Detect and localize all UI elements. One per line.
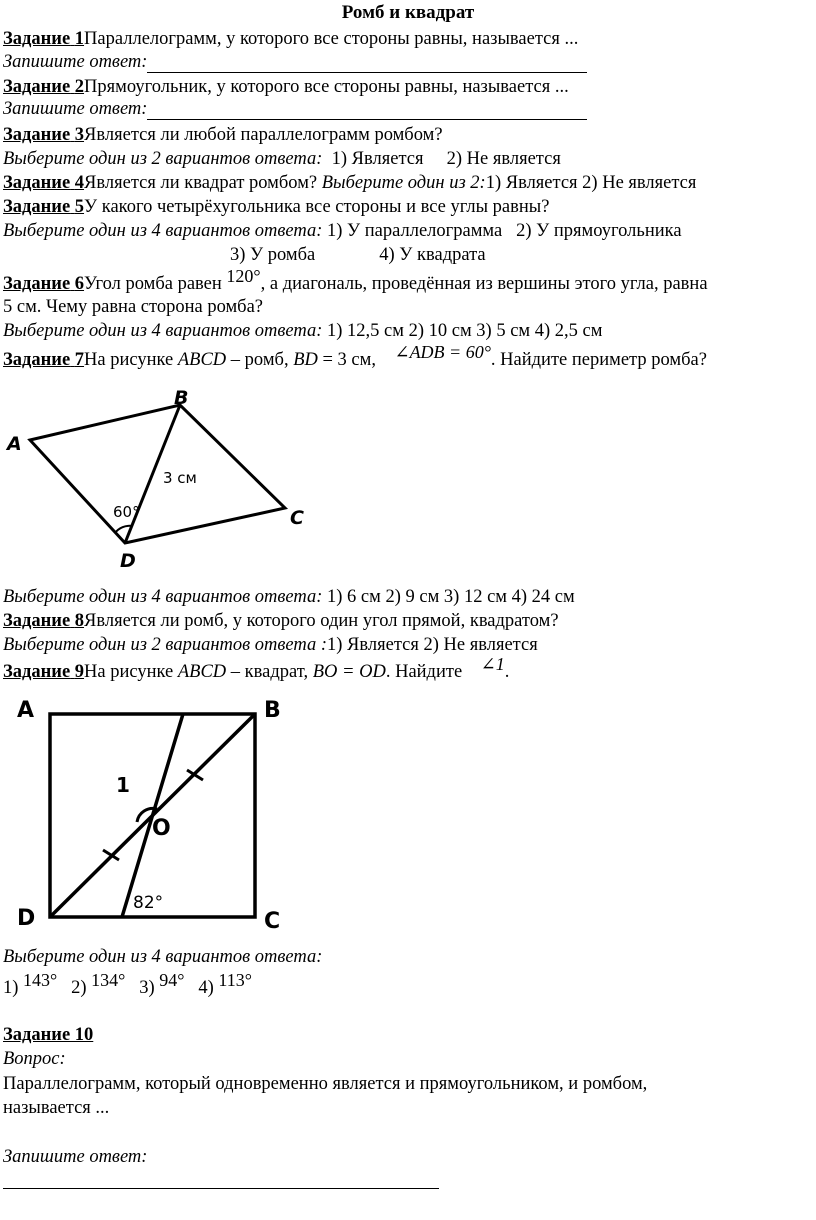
answer-line-10[interactable] <box>3 1188 439 1189</box>
task-3-options: Выберите один из 2 вариантов ответа: 1) Является 2) Не является <box>3 149 561 169</box>
t7-options-list[interactable]: 1) 6 см 2) 9 см 3) 12 см 4) 24 см <box>327 587 575 607</box>
task-6-options: Выберите один из 4 вариантов ответа: 1) 12,5 см 2) 10 см 3) 5 см 4) 2,5 см <box>3 321 603 341</box>
task-9-choose: Выберите один из 4 вариантов ответа: <box>3 947 323 967</box>
task-7-options: Выберите один из 4 вариантов ответа: 1) 6 см 2) 9 см 3) 12 см 4) 24 см <box>3 587 575 607</box>
angle-60-label: 60° <box>113 503 140 521</box>
task-5-options-a: Выберите один из 4 вариантов ответа: 1) У параллелограмма 2) У прямоугольника <box>3 221 682 241</box>
vertex-a: A <box>17 698 35 723</box>
bd-length-label: 3 см <box>163 469 197 487</box>
angle-adb: ∠ADB = 60° <box>394 342 491 362</box>
task-1-answer[interactable]: Запишите ответ: <box>3 51 587 73</box>
task-1: Задание 1Параллелограмм, у которого все стороны равны, называется ... <box>3 29 579 49</box>
t4-options[interactable]: 1) Является 2) Не является <box>485 173 697 193</box>
task-4: Задание 4Является ли квадрат ромбом? Выберите один из 2:1) Является 2) Не является <box>3 173 697 193</box>
t3-option-1[interactable]: 1) Является <box>331 149 424 169</box>
task-10-heading: Задание 10 <box>3 1025 94 1045</box>
task-9: Задание 9На рисунке ABCD – квадрат, BO = OD. Найдите ∠1. <box>3 654 510 682</box>
task-6: Задание 6Угол ромба равен 120°, а диагональ, проведённая из вершины этого угла, равна <box>3 266 708 294</box>
task-2-answer[interactable]: Запишите ответ: <box>3 98 587 120</box>
task-10-text-2: называется ... <box>3 1098 110 1118</box>
task-5-options-b <box>230 244 486 266</box>
vertex-c: C <box>264 909 281 934</box>
answer-line-2[interactable] <box>147 103 587 120</box>
page-title: Ромб и квадрат <box>341 2 475 23</box>
angle-120: 120° <box>226 266 261 286</box>
task-10-question-label: Вопрос: <box>3 1049 66 1069</box>
square-figure <box>0 690 300 940</box>
t9-option-4[interactable]: 4) 113° <box>198 970 252 998</box>
task-6-line2: 5 см. Чему равна сторона ромба? <box>3 297 264 317</box>
t5-option-4[interactable]: 4) У квадрата <box>379 245 486 265</box>
task-10-text-1: Параллелограмм, который одновременно является и прямоугольником, и ромбом, <box>3 1074 648 1094</box>
t5-option-2[interactable]: 2) У прямоугольника <box>516 221 682 241</box>
rhombus-outline <box>30 405 285 543</box>
vertex-d: D <box>120 550 136 572</box>
task-8: Задание 8Является ли ромб, у которого один угол прямой, квадратом? <box>3 611 559 631</box>
center-o: O <box>152 816 171 841</box>
task-2: Задание 2Прямоугольник, у которого все стороны равны, называется ... <box>3 77 569 97</box>
t8-options-list[interactable]: 1) Является 2) Не является <box>327 635 538 655</box>
task-3: Задание 3Является ли любой параллелограмм ромбом? <box>3 125 443 145</box>
vertex-a: A <box>7 433 22 455</box>
task-1-text: Параллелограмм, у которого все стороны равны, называется ... <box>84 29 579 49</box>
vertex-c: C <box>290 507 304 529</box>
task-5: Задание 5У какого четырёхугольника все стороны и все углы равны? <box>3 197 550 217</box>
angle-82-label: 82° <box>133 893 164 913</box>
t3-option-2[interactable]: 2) Не является <box>446 149 561 169</box>
t5-option-1[interactable]: 1) У параллелограмма <box>327 221 503 241</box>
t6-options-list[interactable]: 1) 12,5 см 2) 10 см 3) 5 см 4) 2,5 см <box>327 321 603 341</box>
t5-option-3[interactable]: 3) У ромба <box>230 245 316 265</box>
vertex-b: B <box>174 387 189 409</box>
t9-option-2[interactable]: 2) 134° <box>71 970 126 998</box>
t9-option-1[interactable]: 1) 143° <box>3 970 58 998</box>
task-9-options <box>3 970 252 999</box>
angle-1-ref: ∠1 <box>480 654 505 674</box>
t9-option-3[interactable]: 3) 94° <box>139 970 185 998</box>
vertex-b: B <box>264 698 281 723</box>
answer-line-1[interactable] <box>147 56 587 73</box>
task-8-options: Выберите один из 2 вариантов ответа :1) Является 2) Не является <box>3 635 538 655</box>
rhombus-figure <box>0 380 330 580</box>
vertex-d: D <box>17 906 36 931</box>
task-10-answer-label: Запишите ответ: <box>3 1147 148 1167</box>
angle-1-label: 1 <box>116 773 130 797</box>
task-7: Задание 7На рисунке ABCD – ромб, BD = 3 см, ∠ADB = 60°. Найдите периметр ромба? <box>3 342 707 370</box>
